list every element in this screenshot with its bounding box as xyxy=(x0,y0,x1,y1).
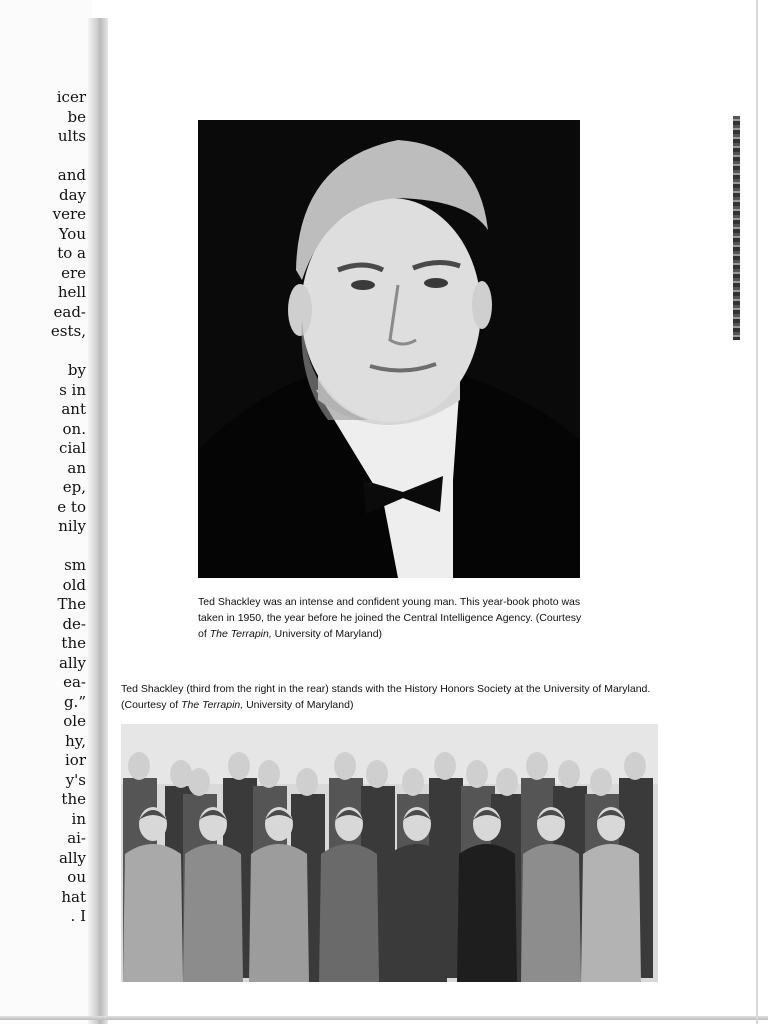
left-page-line: ere xyxy=(61,263,86,282)
left-page-line xyxy=(6,147,86,167)
group-photo-image xyxy=(121,724,658,982)
portrait-caption-source: The Terrapin, xyxy=(209,628,272,640)
left-page-line: hell xyxy=(57,283,86,301)
left-page-line: an xyxy=(67,458,86,477)
group-caption-end: University of Maryland) xyxy=(243,699,354,711)
left-facing-page xyxy=(0,0,92,1024)
left-page-line: ole xyxy=(63,712,86,730)
left-page-line: sm xyxy=(64,556,86,574)
left-page-line: ou xyxy=(67,868,86,886)
left-page-line: . I xyxy=(70,907,86,925)
left-page-line xyxy=(6,342,86,362)
left-page-text xyxy=(6,88,86,927)
group-photo xyxy=(121,724,658,982)
left-page-line: ally xyxy=(58,848,86,867)
left-page-line: icer xyxy=(56,88,86,106)
left-page-line xyxy=(6,537,86,557)
left-page-line: The xyxy=(57,595,86,613)
left-page-line: nily xyxy=(58,517,86,535)
left-page-line: cial xyxy=(59,439,86,457)
right-page-edge xyxy=(756,0,758,1024)
left-page-line: and xyxy=(57,166,86,184)
left-page-line: de- xyxy=(62,614,86,633)
left-page-line: ea- xyxy=(63,673,86,691)
left-page-line: be xyxy=(67,107,86,126)
group-caption-text: Ted Shackley (third from the right in the rear) stands with the History Honors Society at the University of Maryland. (Courtesy of xyxy=(121,683,651,711)
left-page-line: s in xyxy=(59,380,86,399)
left-page-line: the xyxy=(61,790,86,808)
left-page-line: You xyxy=(58,224,86,243)
left-page-line: vere xyxy=(52,205,86,223)
left-page-line: ead- xyxy=(53,302,86,321)
left-page-line: old xyxy=(62,575,86,594)
portrait-caption-end: University of Maryland) xyxy=(271,628,383,640)
left-page-line: hy, xyxy=(65,731,86,750)
group-caption-source: The Terrapin, xyxy=(181,699,244,711)
page-bottom-edge xyxy=(0,1016,768,1020)
left-page-line: by xyxy=(67,361,86,379)
left-page-line: ests, xyxy=(50,322,86,340)
left-page-line: in xyxy=(71,809,86,828)
left-page-line: ults xyxy=(57,127,86,145)
left-page-line: ep, xyxy=(62,478,86,496)
left-page-line: g.” xyxy=(63,692,86,711)
left-page-line: ant xyxy=(61,400,86,418)
left-page-line: on. xyxy=(62,419,86,438)
left-page-line: e to xyxy=(57,497,86,516)
portrait-caption xyxy=(198,594,582,642)
left-page-line: hat xyxy=(61,887,86,906)
left-page-line: to a xyxy=(57,244,86,262)
left-page-line: y's xyxy=(65,770,86,789)
left-page-line: ai- xyxy=(67,829,86,847)
portrait-caption-text: Ted Shackley was an intense and confident young man. This year-book photo was taken in 1950, the year before he joined the Central Intelligence Agency. (Courtesy of xyxy=(198,596,582,640)
left-page-line: the xyxy=(61,634,86,652)
left-page-line: ior xyxy=(65,751,86,769)
left-page-line: day xyxy=(58,185,86,204)
book-spine xyxy=(88,18,108,1024)
portrait-photo-image xyxy=(198,120,580,578)
group-caption xyxy=(121,681,661,713)
left-page-line: ally xyxy=(58,653,86,672)
page-edge-mark xyxy=(733,116,740,340)
portrait-photo xyxy=(198,120,580,578)
